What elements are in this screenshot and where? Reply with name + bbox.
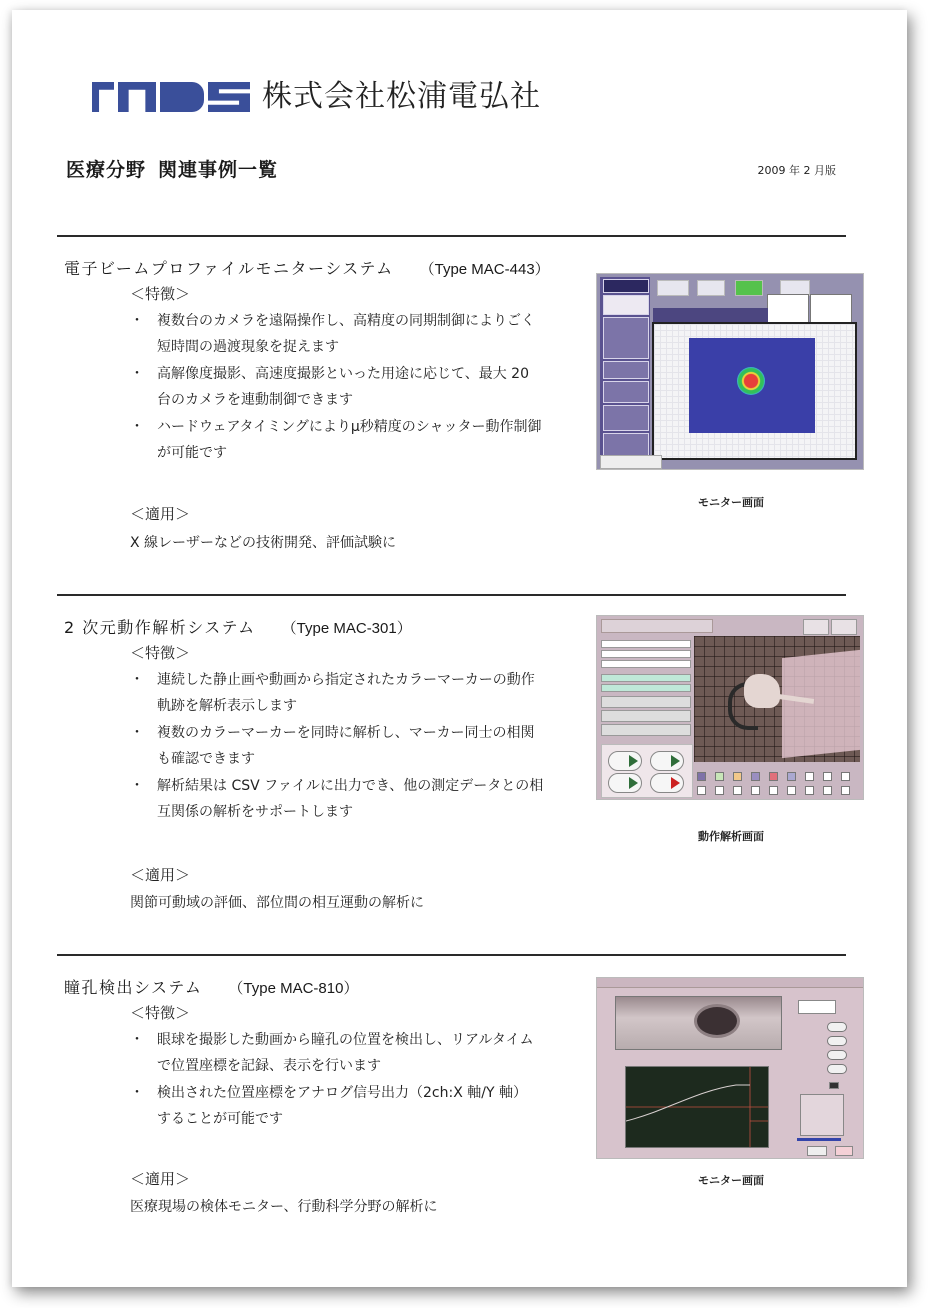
pupil-detection-screenshot bbox=[596, 977, 864, 1159]
application-heading: ＜適用＞ bbox=[130, 866, 191, 884]
feature-item: ・ 検出された位置座標をアナログ信号出力（2ch:X 軸/Y 軸） することが可能です bbox=[130, 1085, 527, 1127]
title-subject: 関連事例一覧 bbox=[158, 159, 279, 181]
system-type: （Type MAC-810） bbox=[228, 980, 359, 997]
edition-date: 2009 年 2 月版 bbox=[757, 164, 836, 177]
mds-logo-mark bbox=[92, 82, 250, 112]
application-text: 関節可動域の評価、部位間の相互運動の解析に bbox=[130, 895, 424, 911]
system-name: 2 次元動作解析システム bbox=[64, 618, 256, 637]
application-text: X 線レーザーなどの技術開発、評価試験に bbox=[130, 535, 397, 551]
section-title bbox=[64, 256, 550, 279]
feature-item: ・ 複数のカラーマーカーを同時に解析し、マーカー同士の相関 も確認できます bbox=[130, 725, 535, 767]
feature-item: ・ 解析結果は CSV ファイルに出力でき、他の測定データとの相 互関係の解析をサポートします bbox=[130, 778, 544, 820]
eye-image bbox=[615, 996, 782, 1050]
system-type: （Type MAC-443） bbox=[419, 261, 550, 278]
section-title bbox=[64, 615, 412, 638]
divider bbox=[57, 954, 846, 956]
application-heading: ＜適用＞ bbox=[130, 1170, 191, 1188]
feature-item: ・ 複数台のカメラを遠隔操作し、高精度の同期制御によりごく 短時間の過渡現象を捉えます bbox=[130, 313, 535, 355]
features-heading: ＜特徴＞ bbox=[130, 644, 191, 662]
image-caption: モニター画面 bbox=[698, 1174, 764, 1187]
feature-item: ・ 連続した静止画や動画から指定されたカラーマーカーの動作 軌跡を解析表示します bbox=[130, 672, 535, 714]
position-graph bbox=[625, 1066, 769, 1148]
motion-analysis-screenshot bbox=[596, 615, 864, 800]
company-name: 株式会社松浦電弘社 bbox=[262, 79, 541, 114]
feature-list bbox=[130, 667, 590, 826]
system-name: 瞳孔検出システム bbox=[64, 978, 203, 997]
application-heading: ＜適用＞ bbox=[130, 505, 191, 523]
feature-list bbox=[130, 308, 590, 467]
section-title bbox=[64, 975, 358, 998]
image-caption: 動作解析画面 bbox=[698, 830, 764, 843]
feature-item: ・ 高解像度撮影、高速度撮影といった用途に応じて、最大 20 台のカメラを連動制御できます bbox=[130, 366, 529, 408]
feature-list bbox=[130, 1027, 590, 1133]
application-text: 医療現場の検体モニター、行動科学分野の解析に bbox=[130, 1199, 438, 1215]
feature-item: ・ 眼球を撮影した動画から瞳孔の位置を検出し、リアルタイム で位置座標を記録、表示を行います bbox=[130, 1032, 534, 1074]
system-type: （Type MAC-301） bbox=[281, 620, 412, 637]
system-name: 電子ビームプロファイルモニターシステム bbox=[64, 259, 394, 278]
beam-spot bbox=[737, 367, 765, 395]
image-caption: モニター画面 bbox=[698, 496, 764, 509]
feature-item: ・ ハードウェアタイミングによりμ秒精度のシャッター動作制御 が可能です bbox=[130, 419, 542, 461]
company-logo bbox=[92, 81, 541, 113]
divider bbox=[57, 235, 846, 237]
page-title bbox=[66, 155, 278, 182]
divider bbox=[57, 594, 846, 596]
video-frame bbox=[694, 636, 860, 762]
features-heading: ＜特徴＞ bbox=[130, 1004, 191, 1022]
features-heading: ＜特徴＞ bbox=[130, 285, 191, 303]
beam-profile-screenshot bbox=[596, 273, 864, 470]
title-field: 医療分野 bbox=[66, 159, 147, 181]
